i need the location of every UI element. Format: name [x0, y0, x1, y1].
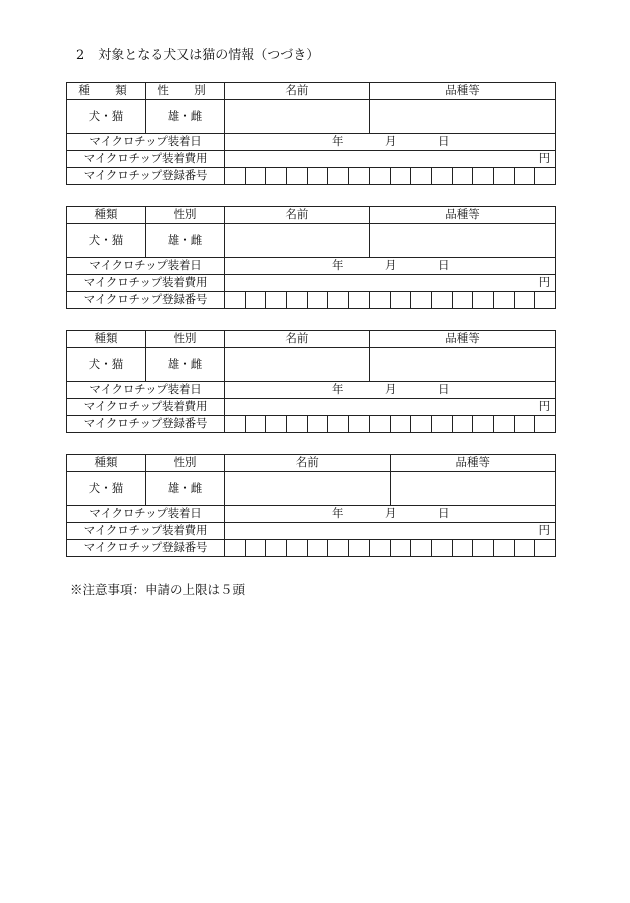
- year-label: 年: [332, 382, 344, 396]
- section-heading: [76, 44, 319, 63]
- chip-number-label: マイクロチップ登録番号: [67, 292, 225, 309]
- breed-header: 品種等: [390, 455, 556, 472]
- chip-digit-box[interactable]: [287, 416, 308, 433]
- chip-digit-box[interactable]: [328, 292, 349, 309]
- chip-number-label: マイクロチップ登録番号: [67, 416, 225, 433]
- chip-digit-box[interactable]: [390, 416, 411, 433]
- chip-number-label: マイクロチップ登録番号: [67, 168, 225, 185]
- breed-header: 品種等: [369, 331, 555, 348]
- chip-digit-box[interactable]: [493, 168, 514, 185]
- species-header: 種類: [67, 455, 146, 472]
- chip-digit-box[interactable]: [328, 540, 349, 557]
- chip-date-label: マイクロチップ装着日: [67, 134, 225, 151]
- chip-cost-label: マイクロチップ装着費用: [67, 523, 225, 540]
- chip-digit-box[interactable]: [245, 416, 266, 433]
- chip-digit-box[interactable]: [535, 416, 556, 433]
- species-header: 種類: [67, 207, 146, 224]
- day-label: 日: [438, 134, 450, 148]
- chip-number-label: マイクロチップ登録番号: [67, 540, 225, 557]
- chip-date-field[interactable]: [225, 382, 556, 399]
- chip-cost-field[interactable]: [225, 399, 556, 416]
- year-label: 年: [332, 506, 344, 520]
- yen-label: 円: [538, 275, 551, 290]
- chip-digit-box[interactable]: [307, 540, 328, 557]
- chip-date-field[interactable]: [225, 506, 556, 523]
- chip-digit-box[interactable]: [411, 292, 432, 309]
- chip-digit-box[interactable]: [287, 540, 308, 557]
- month-label: 月: [385, 258, 397, 272]
- chip-digit-box[interactable]: [431, 168, 452, 185]
- chip-digit-box[interactable]: [431, 292, 452, 309]
- name-field[interactable]: [225, 472, 391, 506]
- chip-digit-box[interactable]: [266, 540, 287, 557]
- species-header: 種 類: [67, 83, 146, 100]
- breed-header: 品種等: [369, 83, 555, 100]
- chip-cost-label: マイクロチップ装着費用: [67, 151, 225, 168]
- pet-info-table: [66, 82, 556, 185]
- species-choice[interactable]: 犬・猫: [67, 472, 146, 506]
- chip-digit-box[interactable]: [452, 168, 473, 185]
- species-choice[interactable]: 犬・猫: [67, 348, 146, 382]
- species-choice[interactable]: 犬・猫: [67, 100, 146, 134]
- chip-digit-box[interactable]: [266, 416, 287, 433]
- chip-digit-box[interactable]: [535, 540, 556, 557]
- sex-choice[interactable]: 雄・雌: [146, 472, 225, 506]
- chip-date-field[interactable]: [225, 258, 556, 275]
- note-text: ※注意事項：申請の上限は５頭: [70, 582, 246, 597]
- breed-field[interactable]: [369, 348, 555, 382]
- chip-digit-box[interactable]: [349, 292, 370, 309]
- breed-field[interactable]: [369, 100, 555, 134]
- yen-label: 円: [538, 151, 551, 166]
- chip-digit-box[interactable]: [473, 416, 494, 433]
- yen-label: 円: [538, 399, 551, 414]
- sex-choice[interactable]: 雄・雌: [146, 348, 225, 382]
- chip-digit-box[interactable]: [535, 168, 556, 185]
- chip-digit-box[interactable]: [369, 540, 390, 557]
- day-label: 日: [438, 258, 450, 272]
- chip-digit-box[interactable]: [225, 540, 246, 557]
- chip-digit-box[interactable]: [266, 292, 287, 309]
- chip-digit-box[interactable]: [287, 168, 308, 185]
- section-number: 2: [76, 48, 85, 63]
- chip-digit-box[interactable]: [307, 292, 328, 309]
- chip-digit-box[interactable]: [349, 540, 370, 557]
- sex-header: 性 別: [146, 83, 225, 100]
- chip-digit-box[interactable]: [307, 416, 328, 433]
- chip-digit-box[interactable]: [514, 168, 535, 185]
- month-label: 月: [385, 134, 397, 148]
- chip-digit-box[interactable]: [390, 292, 411, 309]
- chip-digit-box[interactable]: [452, 416, 473, 433]
- chip-digit-box[interactable]: [411, 540, 432, 557]
- chip-digit-box[interactable]: [452, 540, 473, 557]
- year-label: 年: [332, 258, 344, 272]
- chip-digit-box[interactable]: [473, 540, 494, 557]
- chip-digit-box[interactable]: [266, 168, 287, 185]
- breed-field[interactable]: [390, 472, 556, 506]
- species-header: 種類: [67, 331, 146, 348]
- chip-digit-box[interactable]: [369, 292, 390, 309]
- chip-digit-box[interactable]: [493, 416, 514, 433]
- chip-digit-box[interactable]: [514, 540, 535, 557]
- chip-digit-box[interactable]: [245, 292, 266, 309]
- chip-digit-box[interactable]: [225, 292, 246, 309]
- breed-field[interactable]: [369, 224, 555, 258]
- chip-digit-box[interactable]: [245, 168, 266, 185]
- chip-digit-box[interactable]: [390, 168, 411, 185]
- chip-date-label: マイクロチップ装着日: [67, 382, 225, 399]
- year-label: 年: [332, 134, 344, 148]
- chip-digit-box[interactable]: [493, 540, 514, 557]
- chip-digit-box[interactable]: [287, 292, 308, 309]
- pet-info-table: [66, 206, 556, 309]
- chip-date-label: マイクロチップ装着日: [67, 506, 225, 523]
- section-title: 対象となる犬又は猫の情報（つづき）: [98, 48, 320, 63]
- chip-digit-box[interactable]: [431, 416, 452, 433]
- chip-date-label: マイクロチップ装着日: [67, 258, 225, 275]
- chip-date-field[interactable]: [225, 134, 556, 151]
- chip-digit-box[interactable]: [328, 168, 349, 185]
- chip-digit-box[interactable]: [369, 168, 390, 185]
- chip-digit-box[interactable]: [431, 540, 452, 557]
- species-choice[interactable]: 犬・猫: [67, 224, 146, 258]
- chip-digit-box[interactable]: [514, 416, 535, 433]
- breed-header: 品種等: [369, 207, 555, 224]
- chip-digit-box[interactable]: [535, 292, 556, 309]
- chip-digit-box[interactable]: [411, 416, 432, 433]
- pet-info-table: [66, 454, 556, 557]
- chip-digit-box[interactable]: [225, 168, 246, 185]
- chip-cost-field[interactable]: [225, 275, 556, 292]
- sex-choice[interactable]: 雄・雌: [146, 224, 225, 258]
- name-header: 名前: [225, 331, 370, 348]
- name-header: 名前: [225, 207, 370, 224]
- chip-cost-field[interactable]: [225, 151, 556, 168]
- chip-digit-box[interactable]: [493, 292, 514, 309]
- chip-cost-label: マイクロチップ装着費用: [67, 275, 225, 292]
- sex-header: 性別: [146, 331, 225, 348]
- sex-header: 性別: [146, 207, 225, 224]
- chip-digit-box[interactable]: [452, 292, 473, 309]
- chip-digit-box[interactable]: [307, 168, 328, 185]
- chip-digit-box[interactable]: [328, 416, 349, 433]
- sex-header: 性別: [146, 455, 225, 472]
- sex-choice[interactable]: 雄・雌: [146, 100, 225, 134]
- chip-cost-field[interactable]: [225, 523, 556, 540]
- chip-digit-box[interactable]: [225, 416, 246, 433]
- yen-label: 円: [538, 523, 550, 538]
- chip-digit-box[interactable]: [369, 416, 390, 433]
- name-field[interactable]: [225, 100, 370, 134]
- chip-digit-box[interactable]: [411, 168, 432, 185]
- chip-digit-box[interactable]: [514, 292, 535, 309]
- name-field[interactable]: [225, 224, 370, 258]
- chip-cost-label: マイクロチップ装着費用: [67, 399, 225, 416]
- month-label: 月: [385, 506, 397, 520]
- pet-info-table: [66, 330, 556, 433]
- chip-digit-box[interactable]: [349, 416, 370, 433]
- name-header: 名前: [225, 455, 391, 472]
- chip-digit-box[interactable]: [473, 168, 494, 185]
- chip-digit-box[interactable]: [473, 292, 494, 309]
- month-label: 月: [385, 382, 397, 396]
- name-header: 名前: [225, 83, 370, 100]
- chip-digit-box[interactable]: [390, 540, 411, 557]
- chip-digit-box[interactable]: [349, 168, 370, 185]
- day-label: 日: [438, 382, 450, 396]
- chip-digit-box[interactable]: [245, 540, 266, 557]
- name-field[interactable]: [225, 348, 370, 382]
- day-label: 日: [438, 506, 450, 520]
